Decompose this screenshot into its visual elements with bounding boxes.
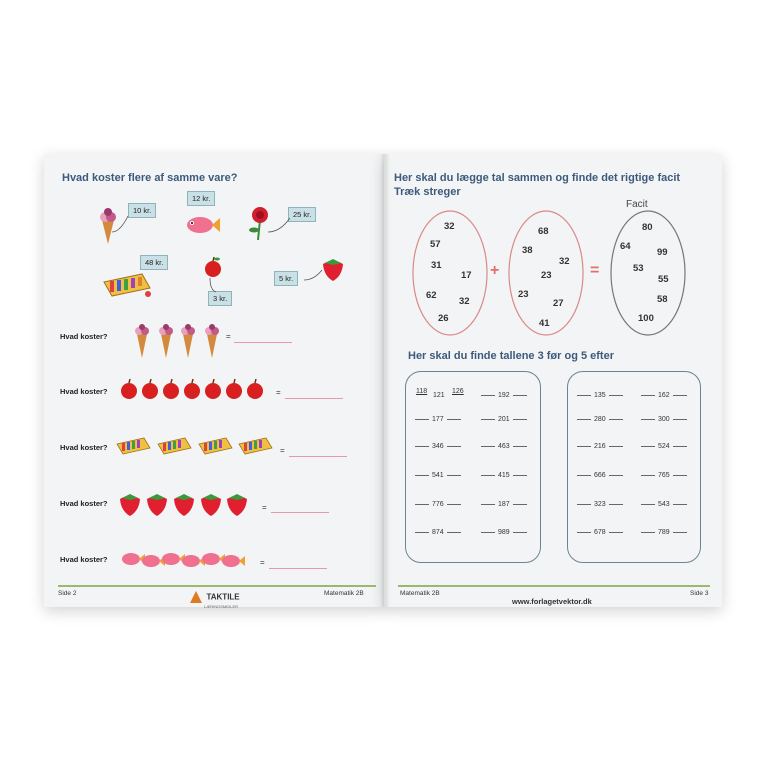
left-page-title: Hvad koster flere af samme vare?: [62, 172, 238, 184]
sequence-item[interactable]: 541: [412, 472, 464, 479]
sequence-item[interactable]: 678: [574, 529, 626, 536]
tag-connector: [302, 268, 324, 282]
addend-number[interactable]: 17: [461, 270, 472, 281]
plus-sign: +: [490, 262, 500, 279]
logo-subtext: LÆRINGSMIDLER: [204, 604, 239, 609]
tag-connector: [206, 278, 218, 294]
taktile-logo: [190, 588, 240, 609]
sequence-item[interactable]: 765: [638, 472, 690, 479]
strawberry-row: [118, 492, 250, 523]
sequence-item[interactable]: 346: [412, 443, 464, 450]
sequence-item[interactable]: 415: [478, 472, 530, 479]
apple-icon: [204, 256, 222, 278]
addend-number[interactable]: 23: [518, 289, 529, 300]
price-tag-xylophone: 48 kr.: [140, 255, 168, 270]
tag-connector: [266, 214, 292, 234]
price-tag-apple: 3 kr.: [208, 291, 232, 306]
sequence-item[interactable]: 776: [412, 501, 464, 508]
question-label: Hvad koster?: [60, 443, 108, 452]
sequence-item[interactable]: 789: [638, 529, 690, 536]
answer-line[interactable]: [234, 342, 292, 343]
facit-number[interactable]: 58: [657, 294, 668, 305]
answer-line[interactable]: [285, 398, 343, 399]
price-tag-rose: 25 kr.: [288, 207, 316, 222]
answer-line[interactable]: [269, 568, 327, 569]
addend-number[interactable]: 38: [522, 245, 533, 256]
addend-number[interactable]: 41: [539, 318, 550, 329]
book-spine: [380, 154, 390, 607]
book-title: Matematik 2B: [400, 590, 440, 597]
facit-number[interactable]: 99: [657, 247, 668, 258]
logo-text: TAKTILE: [206, 592, 240, 602]
right-page-title: Her skal du lægge tal sammen og finde det rigtige facit: [394, 172, 681, 184]
fish-row: [120, 548, 250, 577]
addend-number[interactable]: 32: [559, 256, 570, 267]
equals-sign: =: [226, 332, 231, 341]
footer-divider: [58, 585, 376, 587]
sequence-item[interactable]: 666: [574, 472, 626, 479]
sequence-item[interactable]: 192: [478, 392, 530, 399]
sequence-item[interactable]: 524: [638, 443, 690, 450]
facit-number[interactable]: 53: [633, 263, 644, 274]
question-label: Hvad koster?: [60, 387, 108, 396]
sequence-item[interactable]: 874: [412, 529, 464, 536]
book-title: Matematik 2B: [324, 590, 364, 597]
addend-number[interactable]: 26: [438, 313, 449, 324]
addend-number[interactable]: 62: [426, 290, 437, 301]
answer-line[interactable]: [289, 456, 347, 457]
ice-cream-icon: [135, 324, 149, 358]
addend-number[interactable]: 32: [444, 221, 455, 232]
facit-number[interactable]: 100: [638, 313, 654, 324]
right-page-subtitle: Træk streger: [394, 186, 461, 198]
sequence-item[interactable]: 187: [478, 501, 530, 508]
addend-number[interactable]: 23: [541, 270, 552, 281]
tag-connector: [110, 214, 130, 234]
sequence-item[interactable]: 280: [574, 416, 626, 423]
facit-label: Facit: [626, 199, 648, 210]
price-tag-fish: 12 kr.: [187, 191, 215, 206]
ice-cream-row: [133, 322, 225, 365]
fish-icon: [182, 213, 220, 237]
equals-sign: =: [276, 388, 281, 397]
facit-number[interactable]: 64: [620, 241, 631, 252]
xylophone-row: [116, 436, 276, 461]
sequence-item[interactable]: 162: [638, 392, 690, 399]
addend-number[interactable]: 57: [430, 239, 441, 250]
example-value: 121: [433, 392, 445, 399]
example-after: 126: [452, 388, 464, 395]
sequence-item[interactable]: 989: [478, 529, 530, 536]
answer-line[interactable]: [271, 512, 329, 513]
addend-number[interactable]: 27: [553, 298, 564, 309]
sequence-item[interactable]: 463: [478, 443, 530, 450]
equals-sign: =: [590, 262, 600, 279]
sequence-item[interactable]: 300: [638, 416, 690, 423]
sequence-item[interactable]: 201: [478, 416, 530, 423]
facit-number[interactable]: 55: [658, 274, 669, 285]
price-tag-strawberry: 5 kr.: [274, 271, 298, 286]
question-label: Hvad koster?: [60, 332, 108, 341]
addend-number[interactable]: 31: [431, 260, 442, 271]
equals-sign: =: [260, 558, 265, 567]
page-number: Side 3: [690, 590, 709, 597]
apple-row: [120, 378, 268, 405]
publisher-url[interactable]: www.forlagetvektor.dk: [512, 597, 592, 606]
addend-number[interactable]: 32: [459, 296, 470, 307]
question-label: Hvad koster?: [60, 499, 108, 508]
page-number: Side 2: [58, 590, 77, 597]
equals-sign: =: [280, 446, 285, 455]
section-title: Her skal du finde tallene 3 før og 5 efter: [408, 350, 614, 362]
sequence-item[interactable]: 216: [574, 443, 626, 450]
facit-number[interactable]: 80: [642, 222, 653, 233]
sequence-item[interactable]: 135: [574, 392, 626, 399]
sequence-item[interactable]: 177: [412, 416, 464, 423]
sequence-item[interactable]: 543: [638, 501, 690, 508]
xylophone-icon: [102, 272, 154, 298]
example-before: 118: [416, 388, 428, 395]
equals-sign: =: [262, 503, 267, 512]
price-tag-ice-cream: 10 kr.: [128, 203, 156, 218]
addend-number[interactable]: 68: [538, 226, 549, 237]
footer-divider: [398, 585, 710, 587]
sequence-item[interactable]: 323: [574, 501, 626, 508]
question-label: Hvad koster?: [60, 555, 108, 564]
